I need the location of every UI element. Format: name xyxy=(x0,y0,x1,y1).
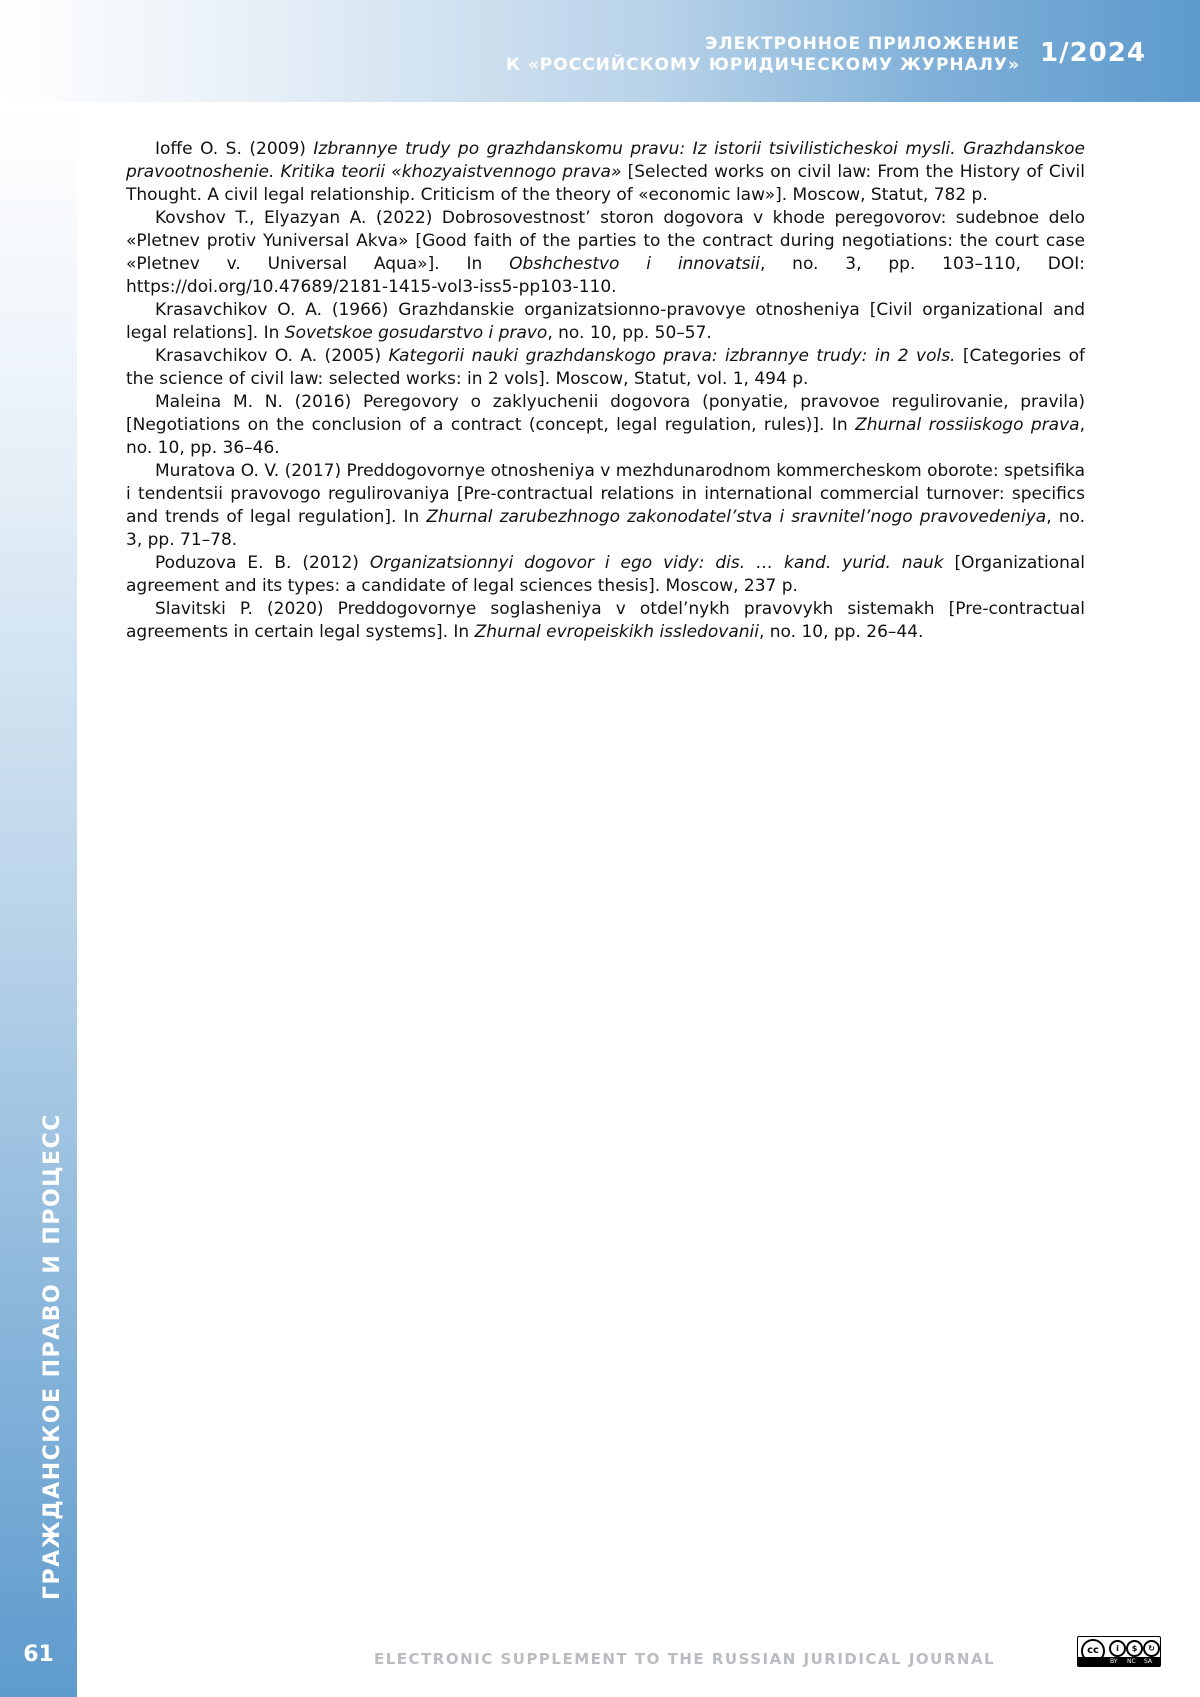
reference-details: , no. 3, pp. 103–110, DOI: https://doi.org/10.47689/2181-1415-vol3-iss5-pp103-110. xyxy=(126,254,1085,297)
reference-details: , no. 10, pp. 26–44. xyxy=(758,622,924,642)
reference-text: Poduzova E. B. (2012) xyxy=(155,553,370,573)
reference-text: Slavitski P. (2020) Preddogovornye soglasheniya v otdel’nykh pravovykh sistemakh [Pre-contractual agreements in certain legal systems]. In xyxy=(126,599,1085,642)
reference-italic-title: Obshchestvo i innovatsii xyxy=(509,254,760,274)
cc-by-nc-sa-icon xyxy=(1077,1636,1161,1667)
reference-text: Kovshov T., Elyazyan A. (2022) Dobrosovestnost’ storon dogovora v khode peregovorov: sudebnoe delo «Pletnev protiv Yuniversal Akva» [Good faith of the parties to the contract during negotiations: the court case «Pletnev v. Universal Aqua»]. In xyxy=(126,208,1085,274)
reference-italic-title: Kategorii nauki grazhdanskogo prava: izbrannye trudy: in 2 vols. xyxy=(388,346,956,366)
sidebar-band xyxy=(0,102,77,1697)
cc-nc-icon: $ xyxy=(1126,1640,1143,1657)
reference-text: Maleina M. N. (2016) Peregovory o zaklyuchenii dogovora (ponyatie, pravovoe regulirovanie, pravila) [Negotiations on the conclusion of a contract (concept, legal regulation, rules)]. In xyxy=(126,392,1085,435)
journal-header-title xyxy=(506,34,1020,76)
cc-by-icon: i xyxy=(1109,1640,1126,1657)
reference-details: [Organizational agreement and its types: a candidate of legal sciences thesis]. Moscow, 237 p. xyxy=(126,553,1085,596)
reference-text: Krasavchikov O. A. (2005) xyxy=(155,346,389,366)
reference-italic-title: Organizatsionnyi dogovor i ego vidy: dis. … kand. yurid. nauk xyxy=(369,553,944,573)
reference-item xyxy=(126,460,1085,552)
reference-list xyxy=(126,138,1085,644)
reference-item xyxy=(126,598,1085,644)
reference-item xyxy=(126,299,1085,345)
reference-text: Krasavchikov O. A. (1966) Grazhdanskie organizatsionno-pravovye otnosheniya [Civil organizational and legal relations]. In xyxy=(126,300,1085,343)
reference-italic-title: Sovetskoe gosudarstvo i pravo xyxy=(284,323,548,343)
header-title-line1: ЭЛЕКТРОННОЕ ПРИЛОЖЕНИЕ xyxy=(704,34,1020,54)
footer-journal-name: ELECTRONIC SUPPLEMENT TO THE RUSSIAN JURIDICAL JOURNAL xyxy=(374,1650,996,1668)
license-label-by: BY xyxy=(1110,1658,1118,1665)
reference-item xyxy=(126,391,1085,460)
reference-details: , no. 10, pp. 36–46. xyxy=(126,415,1085,458)
reference-details: , no. 10, pp. 50–57. xyxy=(547,323,712,343)
reference-text: Ioffe O. S. (2009) xyxy=(155,139,314,159)
reference-italic-title: Izbrannye trudy po grazhdanskomu pravu: Iz istorii tsivilisticheskoi mysli. Grazhdanskoe pravootnoshenie. Kritika teorii «khozyaistvennogo prava» xyxy=(126,139,1085,182)
reference-details: , no. 3, pp. 71–78. xyxy=(126,507,1086,550)
reference-item xyxy=(126,345,1085,391)
reference-text: Muratova O. V. (2017) Preddogovornye otnosheniya v mezhdunarodnom kommercheskom oborote: spetsifika i tendentsii pravovogo regulirovaniya [Pre-contractual relations in international commercial turnover: specifics and trends of legal regulation]. In xyxy=(126,461,1085,527)
reference-item xyxy=(126,552,1085,598)
license-label-sa: SA xyxy=(1144,1658,1153,1665)
reference-italic-title: Zhurnal zarubezhnogo zakonodatel’stva i sravnitel’nogo pravovedeniya xyxy=(426,507,1047,527)
header-title-line2: К «РОССИЙСКОМУ ЮРИДИЧЕСКОМУ ЖУРНАЛУ» xyxy=(506,55,1020,75)
reference-item xyxy=(126,138,1085,207)
license-label-bar xyxy=(1078,1657,1160,1666)
cc-logo-icon: cc xyxy=(1081,1639,1105,1663)
reference-details: [Categories of the science of civil law: selected works: in 2 vols]. Moscow, Statut, vol. 1, 494 p. xyxy=(126,346,1085,389)
reference-details: [Selected works on civil law: From the History of Civil Thought. A civil legal relationship. Criticism of the theory of «economic law»]. Moscow, Statut, 782 p. xyxy=(126,162,1085,205)
page-number: 61 xyxy=(23,1642,54,1667)
license-label-nc: NC xyxy=(1127,1658,1136,1665)
issue-number: 1/2024 xyxy=(1040,38,1146,68)
reference-italic-title: Zhurnal rossiiskogo prava xyxy=(855,415,1080,435)
section-title: ГРАЖДАНСКОЕ ПРАВО И ПРОЦЕСС xyxy=(40,1113,65,1600)
reference-italic-title: Zhurnal evropeiskikh issledovanii xyxy=(474,622,759,642)
reference-item xyxy=(126,207,1085,299)
cc-sa-icon: ↻ xyxy=(1143,1640,1160,1657)
